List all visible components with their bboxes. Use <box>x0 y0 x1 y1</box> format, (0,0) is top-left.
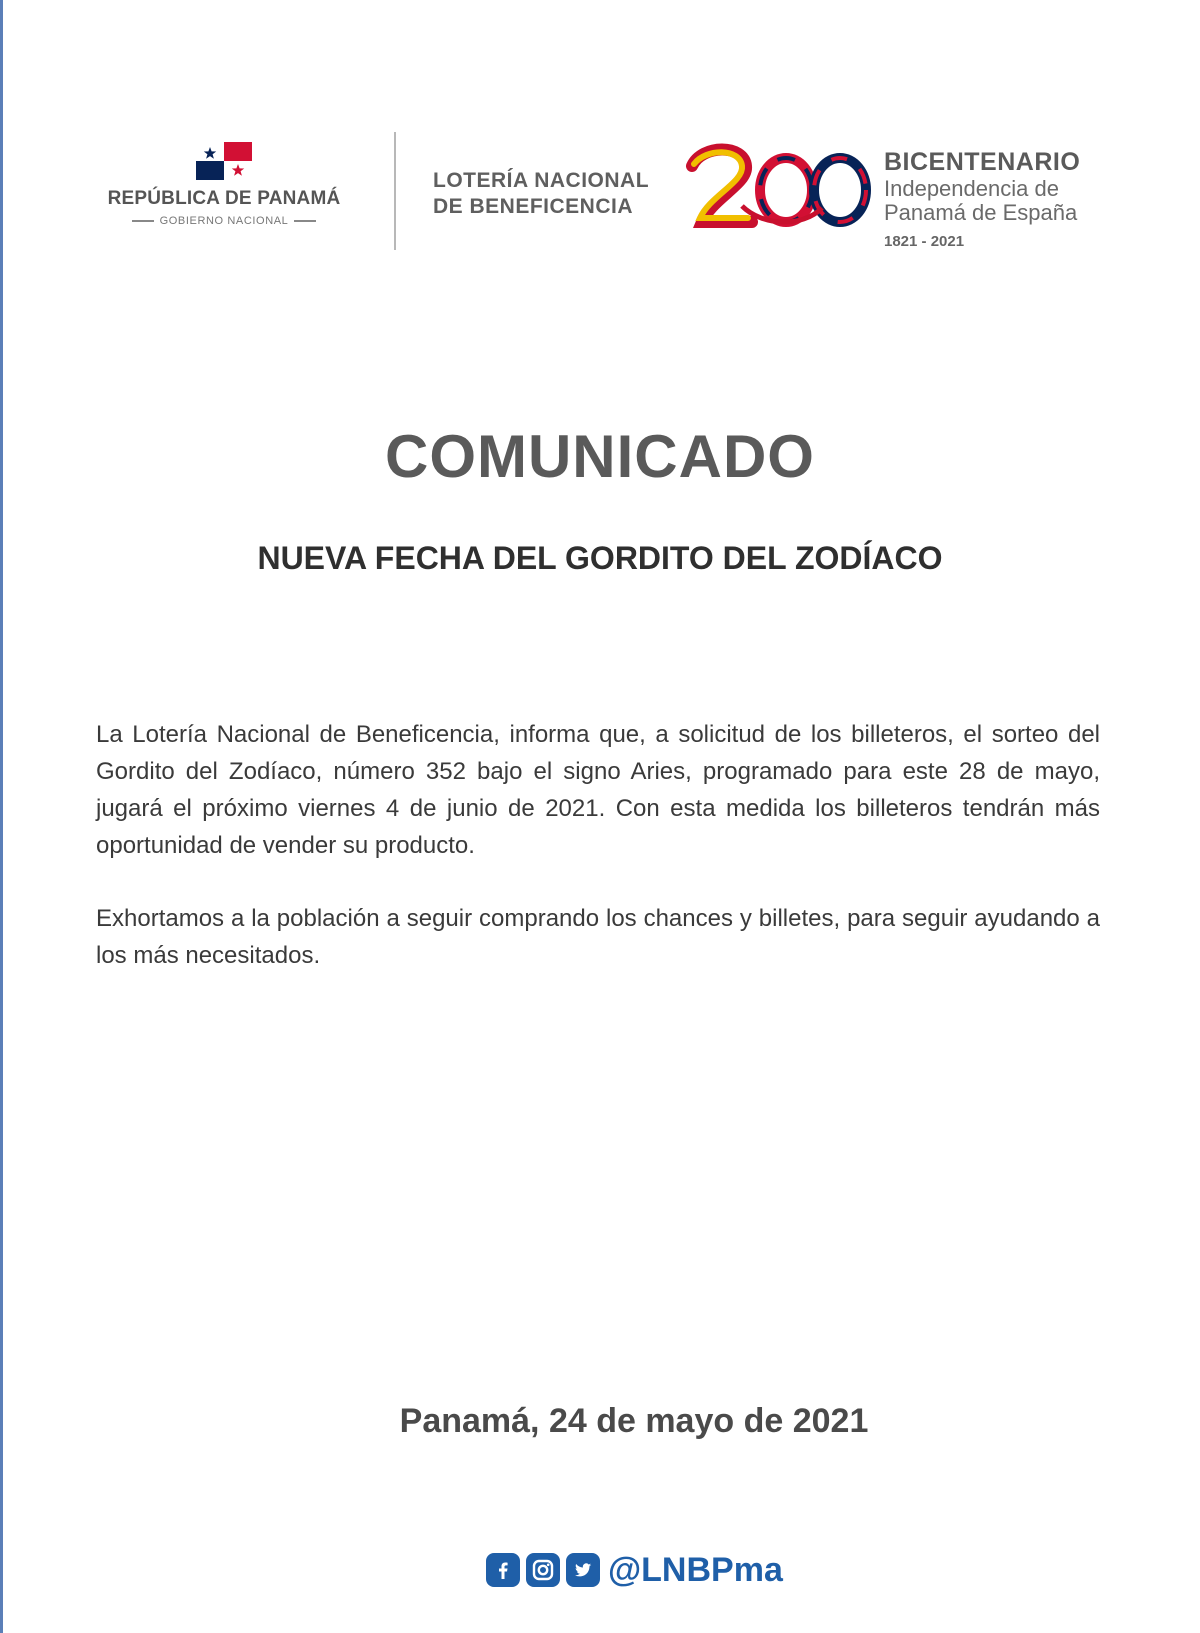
document-subtitle: NUEVA FECHA DEL GORDITO DEL ZODÍACO <box>257 540 943 576</box>
instagram-icon[interactable] <box>526 1553 560 1587</box>
facebook-icon[interactable] <box>486 1553 520 1587</box>
letterhead <box>0 120 1200 260</box>
bicentenario-text <box>884 148 1080 250</box>
body-paragraph-1: La Lotería Nacional de Beneficencia, informa que, a solicitud de los billeteros, el sorteo del Gordito del Zodíaco, número 352 bajo el signo Aries, programado para este 28 de mayo, jugará el próximo viernes 4 de junio de 2021. Con esta medida los billeteros tendrán más oportunidad de vender su producto. <box>96 721 1100 859</box>
bicentenario-line-2: Panamá de España <box>884 200 1078 225</box>
bicentenario-years: 1821 - 2021 <box>884 233 965 250</box>
lnb-name-line-2: DE BENEFICENCIA <box>433 195 634 218</box>
social-footer <box>486 1550 783 1590</box>
document-title: COMUNICADO <box>385 423 815 490</box>
body-paragraph-2: Exhortamos a la población a seguir comprando los chances y billetes, para seguir ayudando a los más necesitados. <box>96 905 1100 969</box>
social-handle[interactable]: @LNBPma <box>608 1550 783 1589</box>
government-subtitle-text: GOBIERNO NACIONAL <box>159 215 289 227</box>
lnb-name <box>433 168 649 220</box>
government-logo-block <box>88 142 360 227</box>
government-subtitle <box>88 215 360 227</box>
header-divider <box>394 132 396 250</box>
document-date: Panamá, 24 de mayo de 2021 <box>399 1402 869 1440</box>
document-body <box>96 716 1100 1010</box>
panama-flag-icon <box>196 142 252 180</box>
government-name: REPÚBLICA DE PANAMÁ <box>107 188 341 209</box>
bicentenario-200-logo <box>682 136 874 242</box>
twitter-icon[interactable] <box>566 1553 600 1587</box>
lnb-name-line-1: LOTERÍA NACIONAL <box>433 169 650 192</box>
bicentenario-line-1: Independencia de <box>884 176 1059 201</box>
bicentenario-title: BICENTENARIO <box>884 148 1081 176</box>
